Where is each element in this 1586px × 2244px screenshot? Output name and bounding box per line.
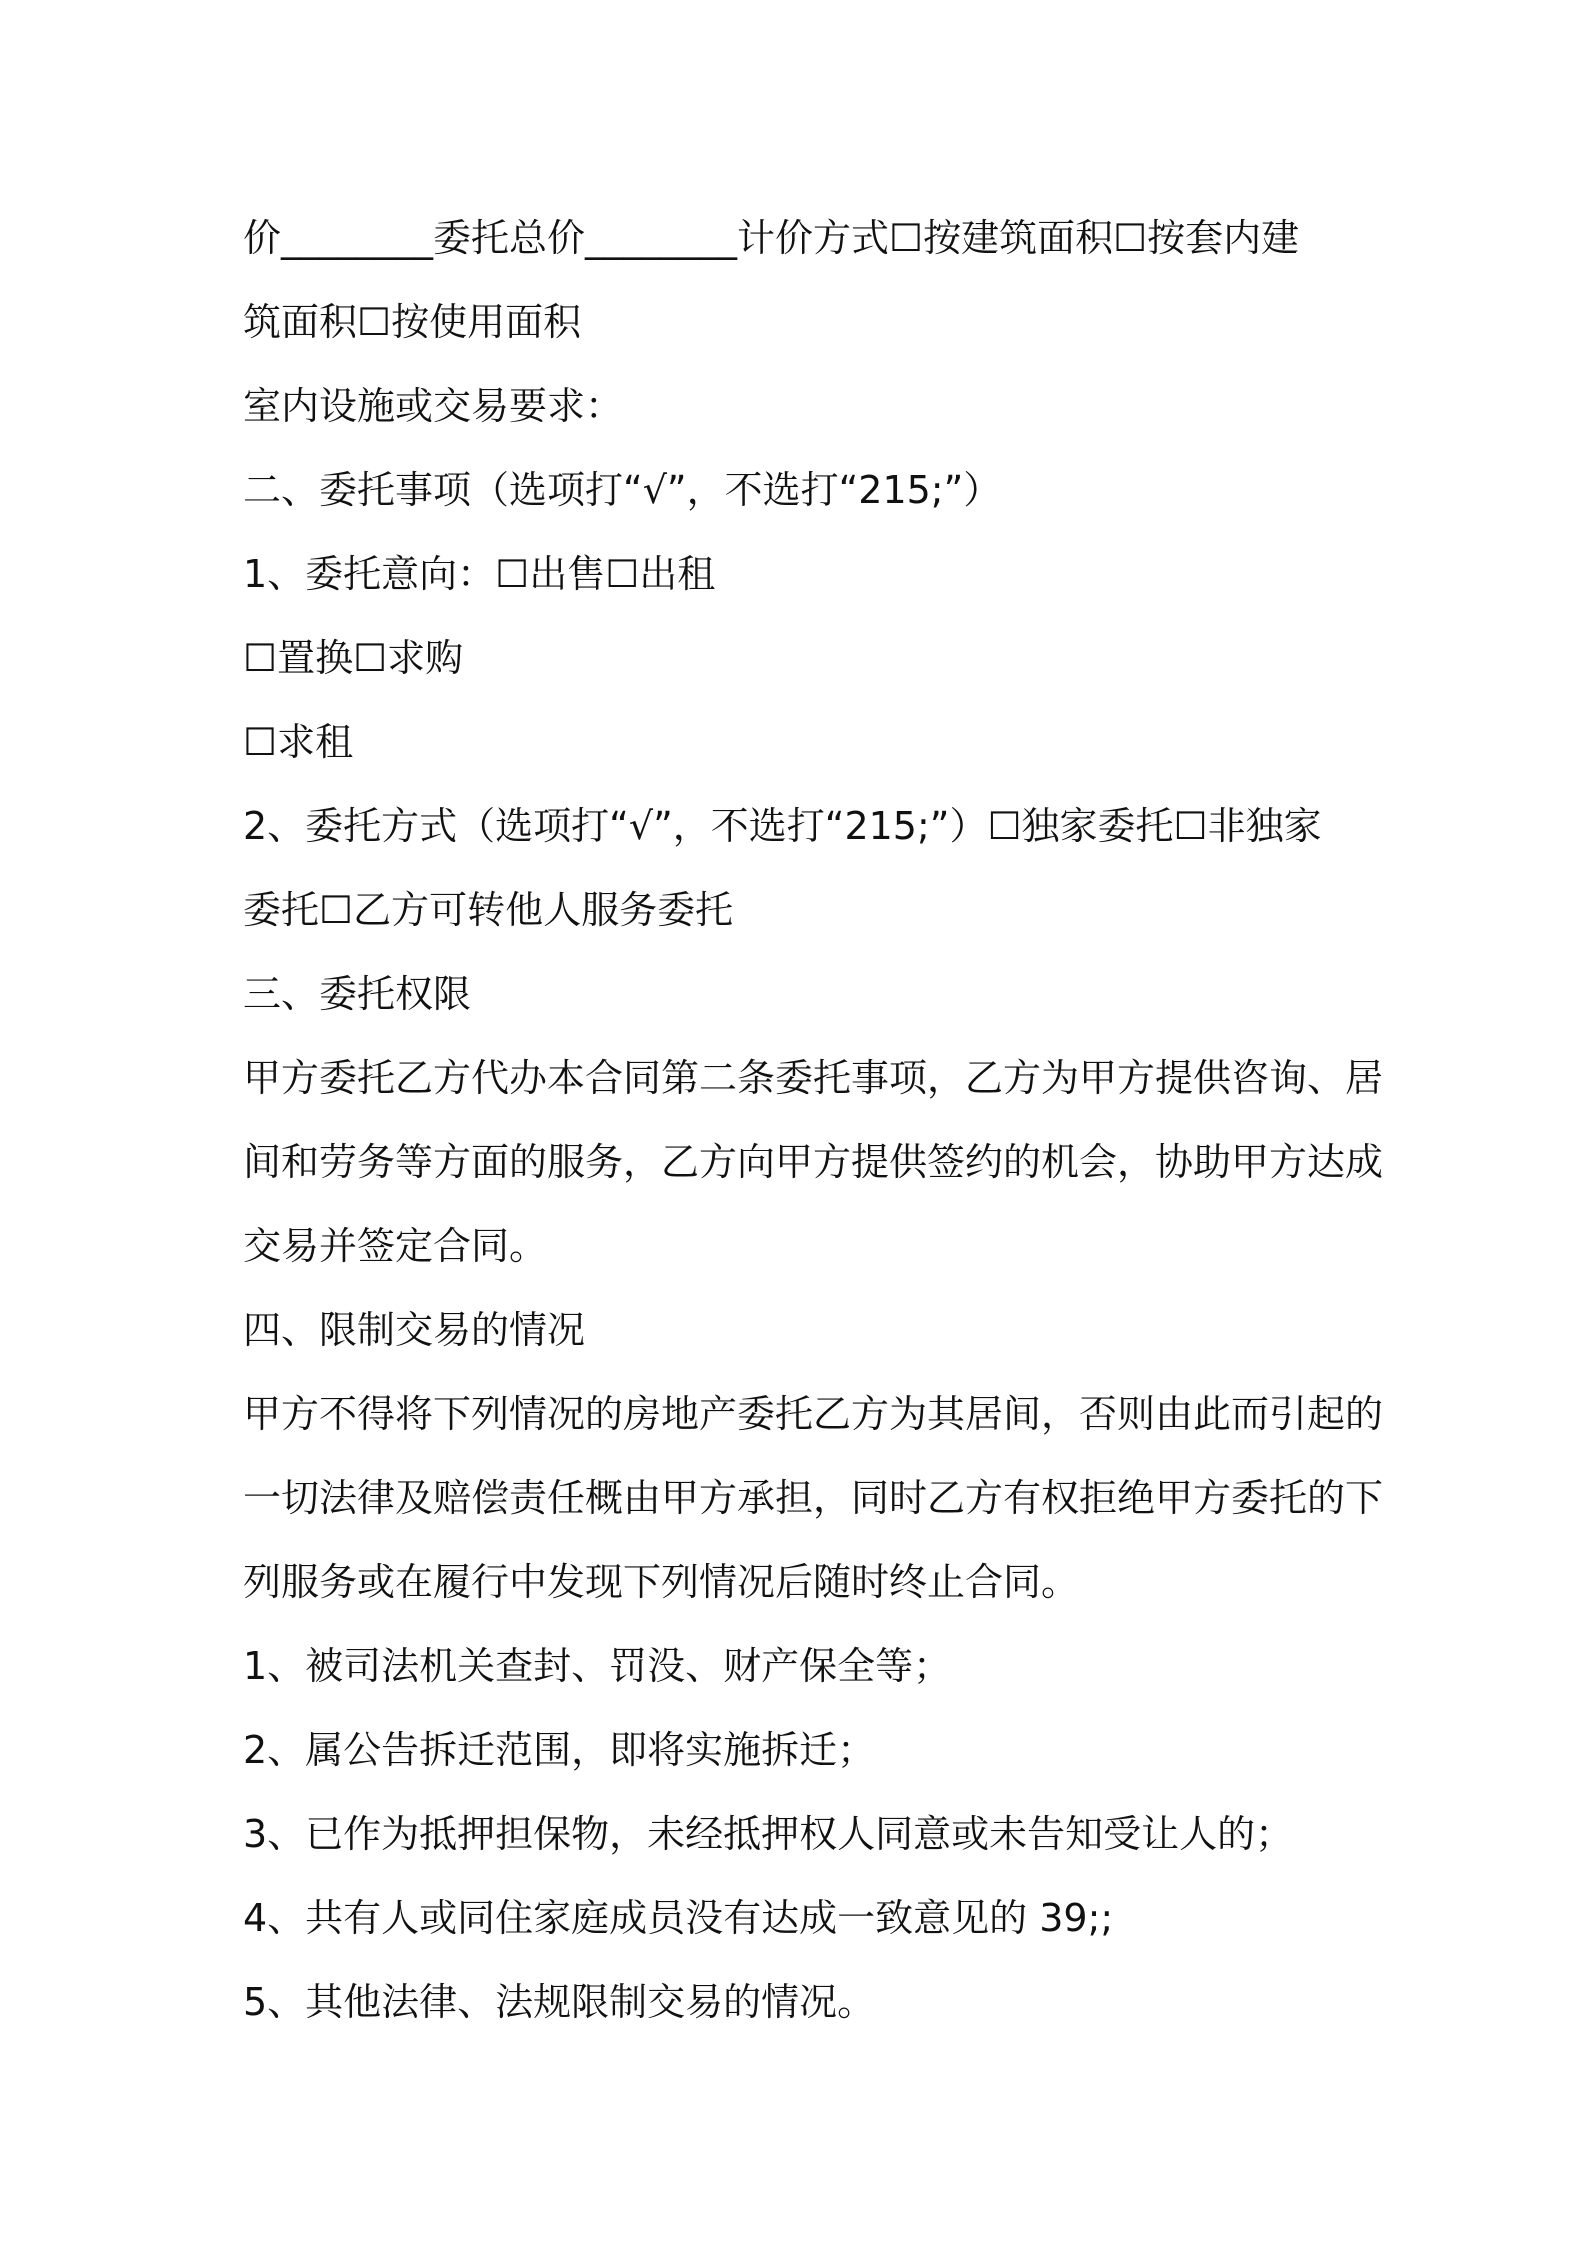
section-heading: 四、限制交易的情况 bbox=[243, 1308, 586, 1352]
text-line: 1、委托意向：☐出售☐出租 bbox=[243, 552, 716, 596]
list-item: 4、共有人或同住家庭成员没有达成一致意见的 39;; bbox=[243, 1896, 1114, 1940]
text-line: 甲方委托乙方代办本合同第二条委托事项，乙方为甲方提供咨询、居 bbox=[243, 1056, 1384, 1100]
text-line: 2、委托方式（选项打“√”，不选打“215;”）☐独家委托☐非独家 bbox=[243, 804, 1322, 848]
text-line: 列服务或在履行中发现下列情况后随时终止合同。 bbox=[243, 1560, 1080, 1604]
text-line: ☐求租 bbox=[243, 720, 354, 764]
list-item: 2、属公告拆迁范围，即将实施拆迁； bbox=[243, 1728, 876, 1772]
list-item: 3、已作为抵押担保物，未经抵押权人同意或未告知受让人的； bbox=[243, 1812, 1294, 1856]
list-item: 5、其他法律、法规限制交易的情况。 bbox=[243, 1980, 876, 2024]
text-line: 筑面积☐按使用面积 bbox=[243, 300, 582, 344]
list-item: 1、被司法机关查封、罚没、财产保全等； bbox=[243, 1644, 952, 1688]
text-line: 交易并签定合同。 bbox=[243, 1224, 548, 1268]
text-line: 一切法律及赔偿责任概由甲方承担，同时乙方有权拒绝甲方委托的下 bbox=[243, 1476, 1384, 1520]
section-heading: 三、委托权限 bbox=[243, 972, 472, 1016]
text-line: 委托☐乙方可转他人服务委托 bbox=[243, 888, 734, 932]
document-body bbox=[243, 196, 1384, 2044]
text-line: 室内设施或交易要求： bbox=[243, 384, 624, 428]
text-line: 甲方不得将下列情况的房地产委托乙方为其居间，否则由此而引起的 bbox=[243, 1392, 1384, 1436]
text-line: 间和劳务等方面的服务，乙方向甲方提供签约的机会，协助甲方达成 bbox=[243, 1140, 1384, 1184]
section-heading: 二、委托事项（选项打“√”，不选打“215;”） bbox=[243, 468, 1002, 512]
text-line: 价________委托总价________计价方式☐按建筑面积☐按套内建 bbox=[243, 216, 1300, 260]
text-line: ☐置换☐求购 bbox=[243, 636, 464, 680]
